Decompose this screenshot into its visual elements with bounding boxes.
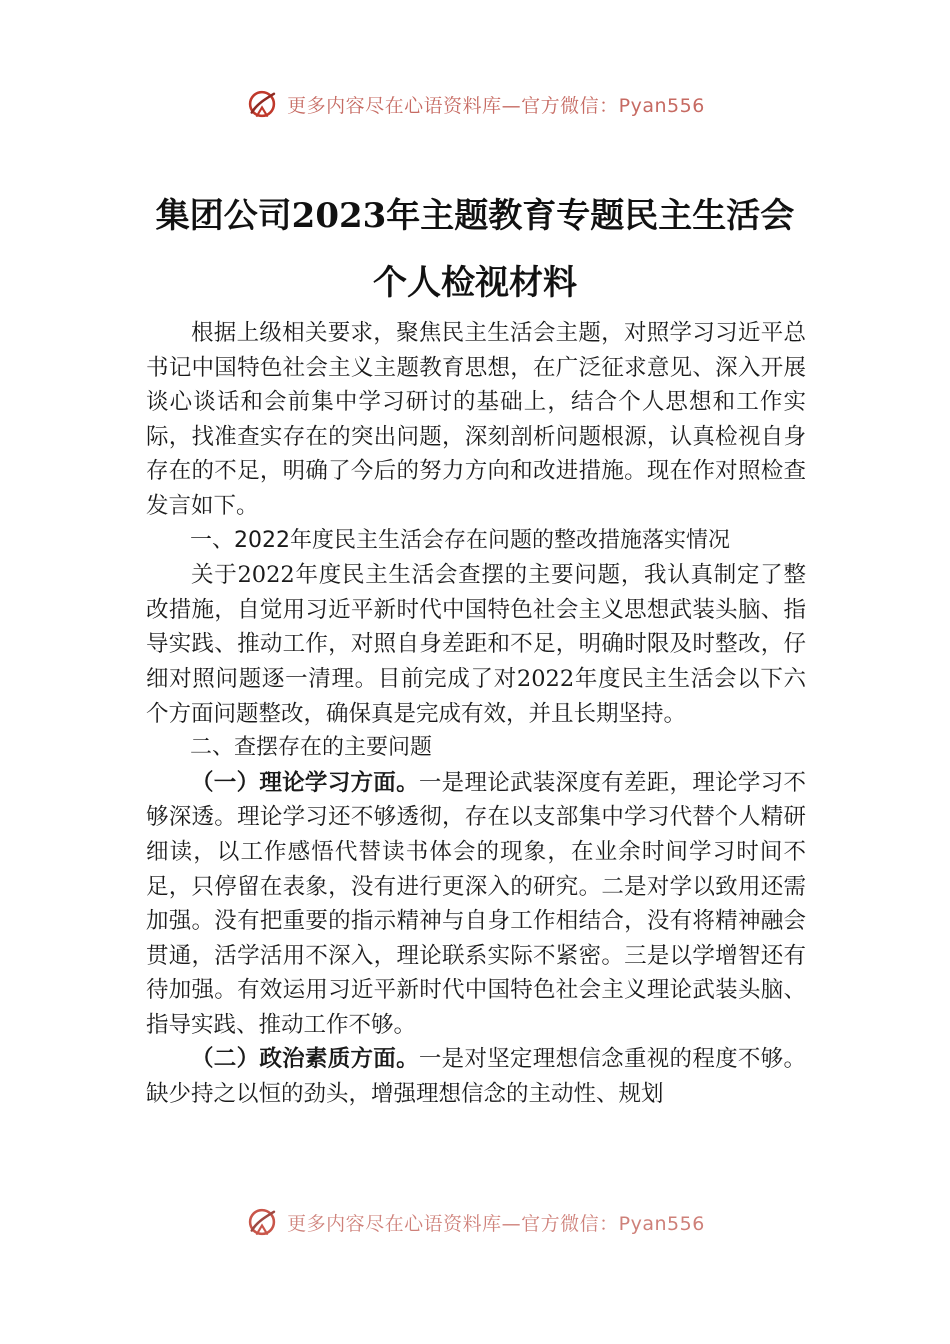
ribbon-logo-icon (245, 1205, 279, 1239)
subsection-theory-lead: （一）理论学习方面。 (191, 769, 419, 796)
ribbon-logo-icon (245, 87, 279, 121)
section-heading-1: 一、2022年度民主生活会存在问题的整改措施落实情况 (190, 527, 730, 553)
document-title-line2: 个人检视材料 (373, 263, 577, 303)
subsection-politics-lead: （二）政治素质方面。 (191, 1046, 419, 1073)
subsection-theory-paragraph (146, 766, 806, 1043)
subsection-theory-text: 一是理论武装深度有差距，理论学习不够深透。理论学习还不够透彻，存在以支部集中学习代替个人精研细读，以工作感悟代替读书体会的现象，在业余时间学习时间不足，只停留在表象，没有进行更深入的研究。二是对学以致用还需加强。没有把重要的指示精神与自身工作相结合，没有将精神融会贯通，活学活用不深入，理论联系实际不紧密。三是以学增智还有待加强。有效运用习近平新时代中国特色社会主义理论武装头脑、指导实践、推动工作不够。 (146, 769, 806, 1038)
section-heading-2: 二、查摆存在的主要问题 (190, 735, 433, 761)
subsection-politics-paragraph (146, 1042, 806, 1111)
section-1-paragraph: 关于2022年度民主生活会查摆的主要问题，我认真制定了整改措施，自觉用习近平新时代中国特色社会主义思想武装头脑、指导实践、推动工作，对照自身差距和不足，明确时限及时整改，仔细对照问题逐一清理。目前完成了对2022年度民主生活会以下六个方面问题整改，确保真是完成有效，并且长期坚持。 (146, 562, 806, 727)
document-body (146, 316, 806, 1112)
subsection-politics-text: 一是对坚定理想信念重视的程度不够。缺少持之以恒的劲头，增强理想信念的主动性、规划 (146, 1046, 806, 1108)
watermark-header (0, 84, 950, 124)
watermark-text-footer: 更多内容尽在心语资料库—官方微信：Pyan556 (287, 1212, 705, 1235)
watermark-footer (0, 1202, 950, 1242)
intro-paragraph: 根据上级相关要求，聚焦民主生活会主题，对照学习习近平总书记中国特色社会主义主题教育思想，在广泛征求意见、深入开展谈心谈话和会前集中学习研讨的基础上，结合个人思想和工作实际，找准查实存在的突出问题，深刻剖析问题根源，认真检视自身存在的不足，明确了今后的努力方向和改进措施。现在作对照检查发言如下。 (146, 320, 806, 519)
document-title-line1: 集团公司2023年主题教育专题民主生活会 (155, 196, 795, 236)
watermark-text: 更多内容尽在心语资料库—官方微信：Pyan556 (287, 94, 705, 117)
